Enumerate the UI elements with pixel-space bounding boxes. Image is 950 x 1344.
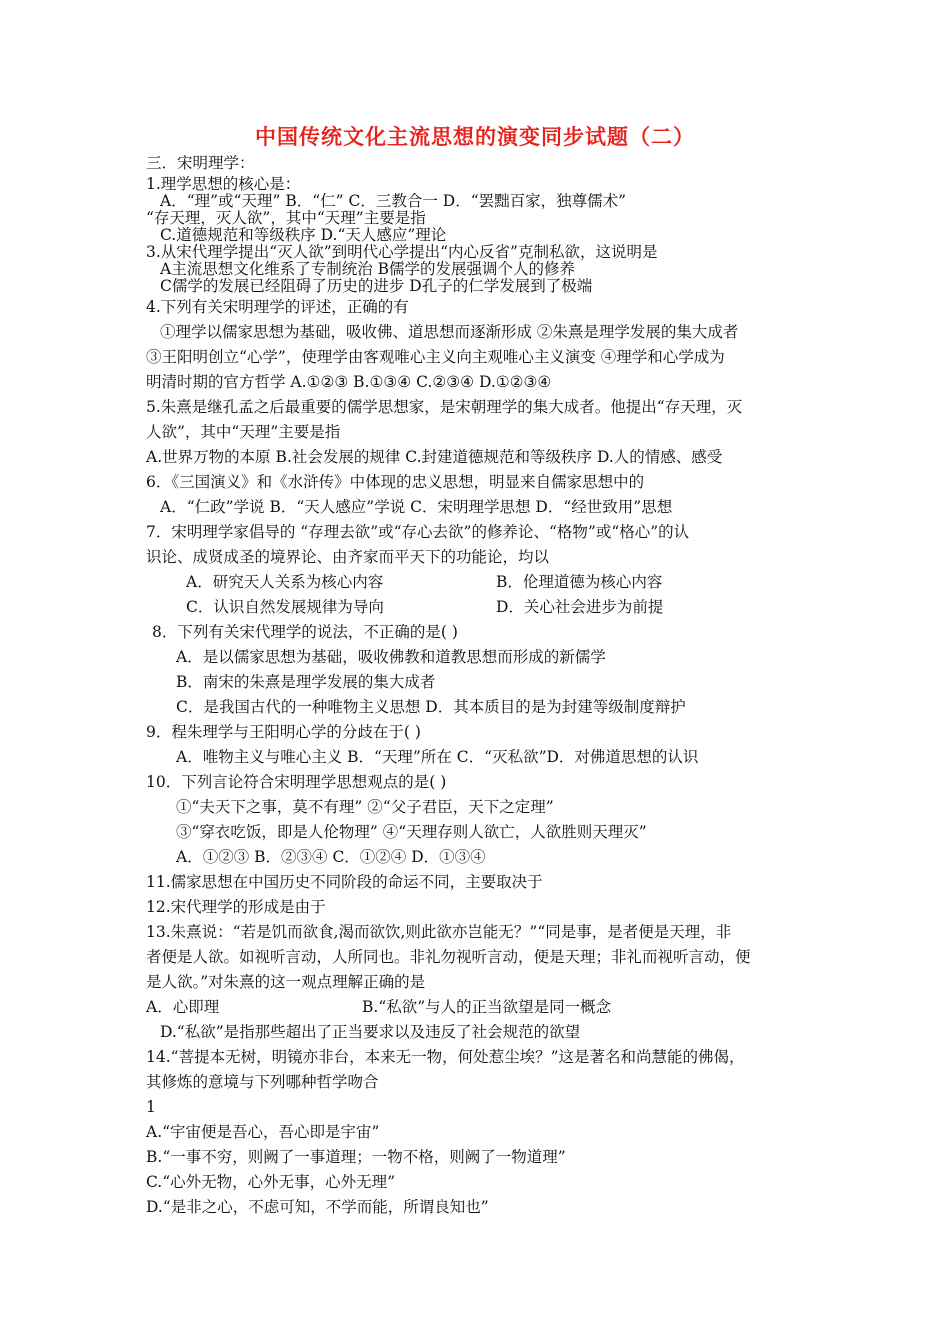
question-4-statement-3: ③王阳明创立“心学”，使理学由客观唯心主义向主观唯心主义演变 ④理学和心学成为 [146, 348, 725, 366]
question-7-cont: 识论、成贤成圣的境界论、由齐家而平天下的功能论，均以 [146, 548, 550, 566]
question-8-option-a: A．是以儒家思想为基础，吸收佛教和道教思想而形成的新儒学 [176, 648, 606, 666]
question-2-options: C.道德规范和等级秩序 D.“天人感应”理论 [160, 226, 447, 244]
question-7-option-b: B．伦理道德为核心内容 [496, 573, 663, 591]
question-14: 14.“菩提本无树，明镜亦非台，本来无一物，何处惹尘埃？”这是著名和尚慧能的佛偈， [146, 1048, 745, 1066]
question-11: 11.儒家思想在中国历史不同阶段的命运不同，主要取决于 [146, 873, 543, 891]
question-10-options: A．①②③ B．②③④ C．①②④ D．①③④ [176, 848, 486, 866]
question-8-option-b: B．南宋的朱熹是理学发展的集大成者 [176, 673, 436, 691]
question-13-option-d: D.“私欲”是指那些超出了正当要求以及违反了社会规范的欲望 [160, 1023, 581, 1041]
question-2: “存天理，灭人欲”，其中“天理”主要是指 [146, 209, 426, 227]
question-14-option-b: B.“一事不穷，则阙了一事道理；一物不格，则阙了一物道理” [146, 1148, 566, 1166]
question-4-statement-1: ①理学以儒家思想为基础，吸收佛、道思想而逐渐形成 ②朱熹是理学发展的集大成者 [160, 323, 739, 341]
question-13-option-a: A．心即理 [146, 998, 220, 1016]
question-7: 7．宋明理学家倡导的 “存理去欲”或“存心去欲”的修养论、“格物”或“格心”的认 [146, 523, 690, 541]
question-3-options-cd: C儒学的发展已经阻碍了历史的进步 D孔子的仁学发展到了极端 [160, 277, 593, 295]
question-5-options: A.世界万物的本原 B.社会发展的规律 C.封建道德规范和等级秩序 D.人的情感、感受 [146, 448, 723, 466]
question-10-statements-12: ①“夫天下之事，莫不有理” ②“父子君臣，天下之定理” [176, 798, 554, 816]
question-13-cont-2: 是人欲。”对朱熹的这一观点理解正确的是 [146, 973, 426, 991]
question-7-option-d: D．关心社会进步为前提 [496, 598, 664, 616]
question-7-option-a: A．研究天人关系为核心内容 [186, 573, 384, 591]
question-12: 12.宋代理学的形成是由于 [146, 898, 326, 916]
question-1: 1.理学思想的核心是： [146, 175, 301, 193]
question-9: 9．程朱理学与王阳明心学的分歧在于( ) [146, 723, 421, 741]
question-10: 10．下列言论符合宋明理学思想观点的是( ) [146, 773, 447, 791]
page-title: 中国传统文化主流思想的演变同步试题（二） [255, 125, 695, 149]
question-14-option-a: A.“宇宙便是吾心，吾心即是宇宙” [146, 1123, 380, 1141]
question-13: 13.朱熹说：“若是饥而欲食,渴而欲饮,则此欲亦岂能无？”“同是事，是者便是天理，非 [146, 923, 732, 941]
question-6-options: A．“仁政”学说 B．“天人感应”学说 C．宋明理学思想 D．“经世致用”思想 [160, 498, 673, 516]
question-4: 4.下列有关宋明理学的评述，正确的有 [146, 298, 409, 316]
question-9-options: A．唯物主义与唯心主义 B．“天理”所在 C．“灭私欲”D．对佛道思想的认识 [176, 748, 699, 766]
question-5-cont: 人欲”，其中“天理”主要是指 [146, 423, 341, 441]
question-13-cont-1: 者便是人欲。如视听言动，人所同也。非礼勿视听言动，便是天理；非礼而视听言动，便 [146, 948, 751, 966]
question-8: 8．下列有关宋代理学的说法，不正确的是( ) [152, 623, 458, 641]
question-1-options: A．“理”或“天理” B．“仁” C．三教合一 D．“罢黜百家，独尊儒术” [160, 192, 627, 210]
question-3-options-ab: A主流思想文化维系了专制统治 B儒学的发展强调个人的修养 [160, 260, 576, 278]
question-5: 5.朱熹是继孔孟之后最重要的儒学思想家，是宋朝理学的集大成者。他提出“存天理，灭 [146, 398, 743, 416]
question-14-option-c: C.“心外无物，心外无事，心外无理” [146, 1173, 396, 1191]
question-4-options: 明清时期的官方哲学 A.①②③ B.①③④ C.②③④ D.①②③④ [146, 373, 552, 391]
question-6: 6．《三国演义》和《水浒传》中体现的忠义思想，明显来自儒家思想中的 [146, 473, 645, 491]
question-13-option-b: B.“私欲”与人的正当欲望是同一概念 [362, 998, 612, 1016]
question-10-statements-34: ③“穿衣吃饭，即是人伦物理” ④“天理存则人欲亡，人欲胜则天理灭” [176, 823, 647, 841]
page-number: 1 [146, 1098, 156, 1116]
question-8-options-cd: C．是我国古代的一种唯物主义思想 D．其本质目的是为封建等级制度辩护 [176, 698, 686, 716]
question-14-option-d: D.“是非之心，不虑可知，不学而能，所谓良知也” [146, 1198, 489, 1216]
question-3: 3.从宋代理学提出“灭人欲”到明代心学提出“内心反省”克制私欲，这说明是 [146, 243, 658, 261]
question-7-option-c: C．认识自然发展规律为导向 [186, 598, 384, 616]
section-heading: 三．宋明理学： [146, 154, 255, 172]
question-14-cont: 其修炼的意境与下列哪种哲学吻合 [146, 1073, 379, 1091]
